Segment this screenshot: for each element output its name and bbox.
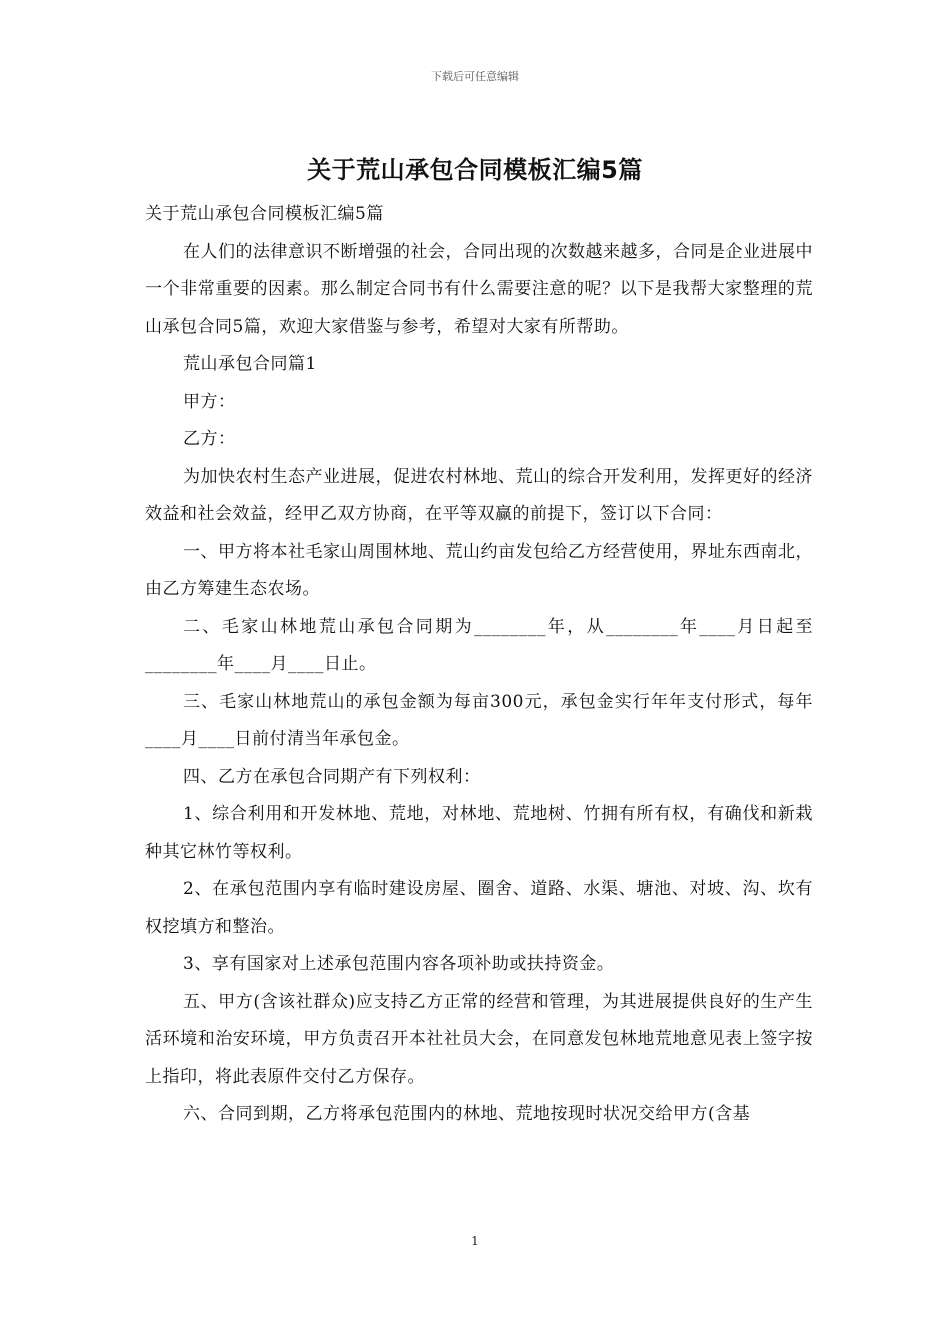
clause-6: 六、合同到期，乙方将承包范围内的林地、荒地按现时状况交给甲方(含基 <box>183 1104 751 1124</box>
clause-5: 五、甲方(含该社群众)应支持乙方正常的经营和管理，为其进展提供良好的生产生活环境和治安环境，甲方负责召开本社社员大会，在同意发包林地荒地意见表上签字按上指印，将此表原件交付乙方保存。 <box>145 991 813 1087</box>
clause-4-item-2: 2、在承包范围内享有临时建设房屋、圈舍、道路、水渠、塘池、对坡、沟、坎有权挖填方和整治。 <box>145 879 813 937</box>
clause-4-item-3: 3、享有国家对上述承包范围内容各项补助或扶持资金。 <box>183 954 615 974</box>
intro-paragraph: 在人们的法律意识不断增强的社会，合同出现的次数越来越多，合同是企业进展中一个非常重要的因素。那么制定合同书有什么需要注意的呢？以下是我帮大家整理的荒山承包合同5篇，欢迎大家借鉴与参考，希望对大家有所帮助。 <box>145 241 813 337</box>
contract-heading: 荒山承包合同篇1 <box>183 354 317 374</box>
page-number: 1 <box>471 1234 479 1248</box>
party-b-line: 乙方： <box>183 429 236 449</box>
document-body <box>145 196 813 1134</box>
clause-4-item-1: 1、综合利用和开发林地、荒地，对林地、荒地树、竹拥有所有权，有确伐和新栽种其它林竹等权利。 <box>145 804 813 862</box>
clause-3: 三、毛家山林地荒山的承包金额为每亩300元，承包金实行年年支付形式，每年____月____日前付清当年承包金。 <box>145 691 813 749</box>
party-a-line: 甲方： <box>183 391 236 412</box>
clause-2: 二、毛家山林地荒山承包合同期为________年，从________年____月日起至________年____月____日止。 <box>145 616 813 674</box>
document-subtitle: 关于荒山承包合同模板汇编5篇 <box>145 204 384 224</box>
document-title: 关于荒山承包合同模板汇编5篇 <box>307 156 643 184</box>
preamble-paragraph: 为加快农村生态产业进展，促进农村林地、荒山的综合开发利用，发挥更好的经济效益和社会效益，经甲乙双方协商，在平等双赢的前提下，签订以下合同： <box>145 466 813 524</box>
clause-4: 四、乙方在承包合同期产有下列权利： <box>183 766 481 787</box>
header-note: 下载后可任意编辑 <box>431 70 519 83</box>
clause-1: 一、甲方将本社毛家山周围林地、荒山约亩发包给乙方经营使用，界址东西南北，由乙方筹建生态农场。 <box>145 541 813 599</box>
